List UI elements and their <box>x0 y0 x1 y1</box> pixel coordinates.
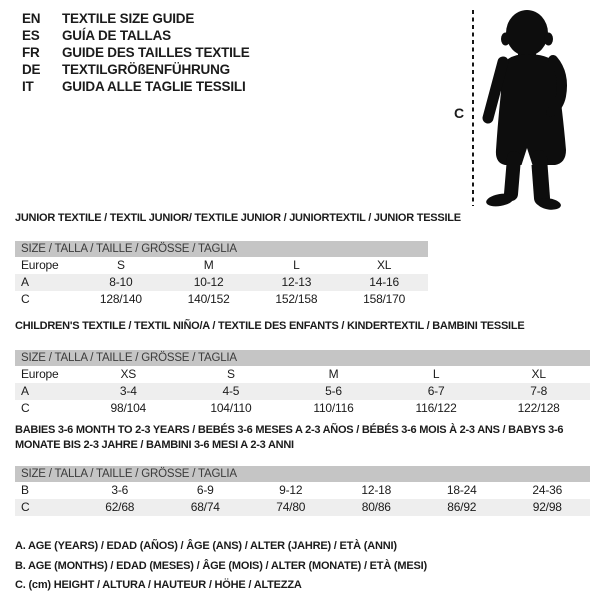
note-height: C. (cm) HEIGHT / ALTURA / HAUTEUR / HÖHE / ALTEZZA <box>15 579 302 591</box>
table-cell: 104/110 <box>210 401 252 415</box>
language-title: TEXTILE SIZE GUIDE <box>62 11 195 26</box>
height-measure-label: C <box>454 105 465 121</box>
section-babies <box>15 423 590 516</box>
section-title: CHILDREN'S TEXTILE / TEXTIL NIÑO/A / TEXTILE DES ENFANTS / KINDERTEXTIL / BAMBINI TESSILE <box>15 320 525 332</box>
table-cell: XL <box>531 367 546 381</box>
table-cell: 152/158 <box>275 292 318 306</box>
row-label: C <box>21 500 30 514</box>
row-label: C <box>21 292 30 306</box>
size-header-bar: SIZE / TALLA / TAILLE / GRÖSSE / TAGLIA <box>15 241 428 257</box>
note-age-months: B. AGE (MONTHS) / EDAD (MESES) / ÂGE (MOIS) / ALTER (MONATE) / ETÀ (MESI) <box>15 559 427 572</box>
row-label: A <box>21 275 29 289</box>
language-code: FR <box>22 45 40 60</box>
table-cell: 128/140 <box>99 292 142 306</box>
language-title: TEXTILGRÖßENFÜHRUNG <box>62 62 230 77</box>
table-row <box>15 383 590 400</box>
table-row <box>15 482 590 499</box>
row-label: B <box>21 483 29 497</box>
table-cell: 12-13 <box>281 275 312 289</box>
legend-notes <box>15 537 427 596</box>
table-cell: 3-4 <box>119 384 137 398</box>
section-title: JUNIOR TEXTILE / TEXTIL JUNIOR/ TEXTILE JUNIOR / JUNIORTEXTIL / JUNIOR TESSILE <box>15 212 461 224</box>
table-cell: 122/128 <box>517 401 560 415</box>
language-row <box>22 10 250 27</box>
language-row <box>22 27 250 44</box>
size-table-junior <box>15 241 428 308</box>
table-cell: 92/98 <box>532 500 562 514</box>
row-label: A <box>21 384 29 398</box>
table-cell: S <box>116 258 125 272</box>
table-cell: 5-6 <box>325 384 342 398</box>
row-label: Europe <box>21 258 59 272</box>
section-junior <box>15 211 461 308</box>
note-age-years: A. AGE (YEARS) / EDAD (AÑOS) / ÂGE (ANS) / ALTER (JAHRE) / ETÀ (ANNI) <box>15 540 397 552</box>
table-cell: M <box>203 258 214 272</box>
table-cell: 14-16 <box>369 275 399 289</box>
section-title: BABIES 3-6 MONTH TO 2-3 YEARS / BEBÉS 3-6 MESES A 2-3 AÑOS / BÉBÉS 3-6 MOIS À 2-3 ANS / BABYS 3-6 MONATE BIS 2-3 JAHRE / BAMBINI 3-6 MESI A 2-3 ANNI <box>15 424 564 451</box>
table-cell: 12-18 <box>361 483 392 497</box>
size-table-children <box>15 350 590 417</box>
table-cell: 7-8 <box>530 384 548 398</box>
language-code: IT <box>22 79 34 94</box>
height-measure-line <box>472 10 474 206</box>
table-cell: 110/116 <box>313 401 354 415</box>
table-cell: XS <box>120 367 137 381</box>
table-cell: 62/68 <box>105 500 135 514</box>
table-cell: L <box>293 258 300 272</box>
section-children <box>15 319 590 417</box>
table-cell: 74/80 <box>276 500 306 514</box>
table-cell: 6-7 <box>427 384 445 398</box>
baby-silhouette-icon <box>481 8 575 210</box>
table-cell: 116/122 <box>415 401 457 415</box>
table-cell: 68/74 <box>190 500 220 514</box>
table-cell: M <box>328 367 339 381</box>
language-code: DE <box>22 62 41 77</box>
table-cell: 8-10 <box>109 275 133 289</box>
table-cell: 140/152 <box>187 292 230 306</box>
table-row <box>15 257 428 274</box>
language-row <box>22 44 250 61</box>
table-cell: 80/86 <box>361 500 391 514</box>
table-cell: 9-12 <box>279 483 303 497</box>
language-row <box>22 78 250 95</box>
language-title: GUIDA ALLE TAGLIE TESSILI <box>62 79 246 94</box>
table-row <box>15 400 590 417</box>
table-cell: 10-12 <box>193 275 224 289</box>
table-cell: 158/170 <box>363 292 406 306</box>
size-table-babies <box>15 466 590 516</box>
language-title: GUIDE DES TAILLES TEXTILE <box>62 45 250 60</box>
size-header-bar: SIZE / TALLA / TAILLE / GRÖSSE / TAGLIA <box>15 350 590 366</box>
table-row <box>15 274 428 291</box>
table-cell: 98/104 <box>110 401 147 415</box>
language-code: ES <box>22 28 40 43</box>
language-row <box>22 61 250 78</box>
language-title: GUÍA DE TALLAS <box>62 28 171 43</box>
row-label: C <box>21 401 30 415</box>
size-header-bar: SIZE / TALLA / TAILLE / GRÖSSE / TAGLIA <box>15 466 590 482</box>
row-label: Europe <box>21 367 59 381</box>
table-cell: 4-5 <box>222 384 240 398</box>
table-row <box>15 291 428 308</box>
table-cell: 86/92 <box>447 500 477 514</box>
table-cell: S <box>226 367 235 381</box>
table-cell: 24-36 <box>532 483 563 497</box>
table-cell: XL <box>376 258 392 272</box>
language-title-list <box>22 10 250 95</box>
table-cell: L <box>432 367 440 381</box>
table-cell: 6-9 <box>196 483 214 497</box>
table-row <box>15 366 590 383</box>
language-code: EN <box>22 11 41 26</box>
table-row <box>15 499 590 516</box>
table-cell: 18-24 <box>446 483 477 497</box>
table-cell: 3-6 <box>111 483 129 497</box>
